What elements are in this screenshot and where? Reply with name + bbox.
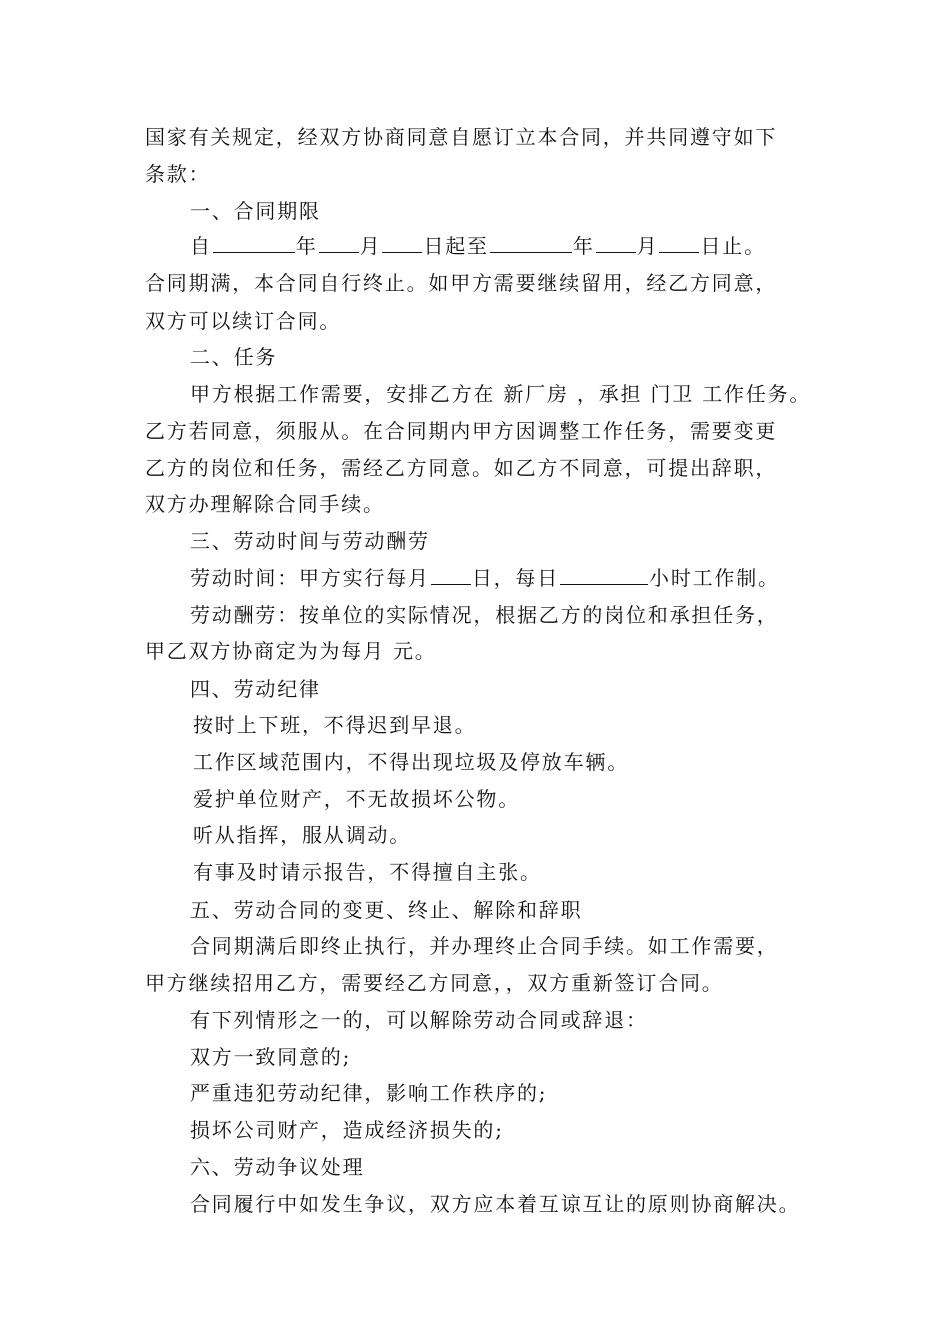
paragraph-line: 双方可以续订合同。 xyxy=(145,309,342,333)
paragraph-line: 甲方继续招用乙方，需要经乙方同意，，双方重新签订合同。 xyxy=(145,971,724,995)
term-year-2-text: 年 xyxy=(572,234,595,258)
intro-line: 条款： xyxy=(145,162,211,186)
end-month-blank xyxy=(596,230,636,253)
term-dates-line xyxy=(190,229,766,263)
paragraph-line: 劳动酬劳：按单位的实际情况，根据乙方的岗位和承担任务， xyxy=(190,603,779,627)
section-heading-changes: 五、劳动合同的变更、终止、解除和辞职 xyxy=(190,898,583,922)
list-item: 损坏公司财产，造成经济损失的; xyxy=(190,1118,504,1142)
end-day-blank xyxy=(659,230,699,253)
start-day-blank xyxy=(382,230,422,253)
list-item: 爱护单位财产，不无故损坏公物。 xyxy=(193,787,520,811)
start-year-blank xyxy=(213,230,295,253)
hours-suffix-text: 小时工作制。 xyxy=(649,566,780,590)
section-heading-term: 一、合同期限 xyxy=(190,199,321,223)
list-item: 有事及时请示报告，不得擅自主张。 xyxy=(193,860,542,884)
list-item: 严重违犯劳动纪律，影响工作秩序的; xyxy=(190,1081,548,1105)
paragraph-line: 甲方根据工作需要，安排乙方在 新厂房 ，承担 门卫 工作任务。 xyxy=(190,382,812,406)
section-heading-hours-pay: 三、劳动时间与劳动酬劳 xyxy=(190,529,430,553)
term-day-end-text: 日止。 xyxy=(700,234,766,258)
paragraph-line: 甲乙双方协商定为为每月 元。 xyxy=(145,639,437,663)
paragraph-line: 有下列情形之一的，可以解除劳动合同或辞退： xyxy=(190,1008,648,1032)
section-heading-disputes: 六、劳动争议处理 xyxy=(190,1155,365,1179)
list-item: 工作区域范围内，不得出现垃圾及停放车辆。 xyxy=(193,750,629,774)
hours-per-day-blank xyxy=(560,562,648,585)
paragraph-line: 合同期满后即终止执行，并办理终止合同手续。如工作需要， xyxy=(190,934,779,958)
term-month-text: 月 xyxy=(359,234,382,258)
hours-mid-text: 日，每日 xyxy=(471,566,560,590)
term-day-start-text: 日起至 xyxy=(423,234,489,258)
paragraph-line: 合同期满，本合同自行终止。如甲方需要继续留用，经乙方同意， xyxy=(145,271,778,295)
paragraph-line: 双方办理解除合同手续。 xyxy=(145,492,385,516)
intro-line: 国家有关规定，经双方协商同意自愿订立本合同，并共同遵守如下 xyxy=(145,125,778,149)
list-item: 听从指挥，服从调动。 xyxy=(193,823,411,847)
term-month-2-text: 月 xyxy=(636,234,659,258)
start-month-blank xyxy=(319,230,359,253)
paragraph-line: 乙方的岗位和任务，需经乙方同意。如乙方不同意，可提出辞职， xyxy=(145,456,778,480)
list-item: 双方一致同意的; xyxy=(190,1045,352,1069)
paragraph-line: 合同履行中如发生争议，双方应本着互谅互让的原则协商解决。 xyxy=(190,1192,801,1216)
days-per-month-blank xyxy=(431,562,471,585)
section-heading-task: 二、任务 xyxy=(190,345,278,369)
list-item: 按时上下班，不得迟到早退。 xyxy=(193,713,477,737)
term-year-text: 年 xyxy=(295,234,318,258)
hours-prefix-text: 劳动时间：甲方实行每月 xyxy=(190,566,430,590)
term-from-text: 自 xyxy=(190,234,212,258)
end-year-blank xyxy=(490,230,572,253)
work-hours-line xyxy=(190,561,780,595)
paragraph-line: 乙方若同意，须服从。在合同期内甲方因调整工作任务，需要变更 xyxy=(145,419,778,443)
section-heading-discipline: 四、劳动纪律 xyxy=(190,677,321,701)
